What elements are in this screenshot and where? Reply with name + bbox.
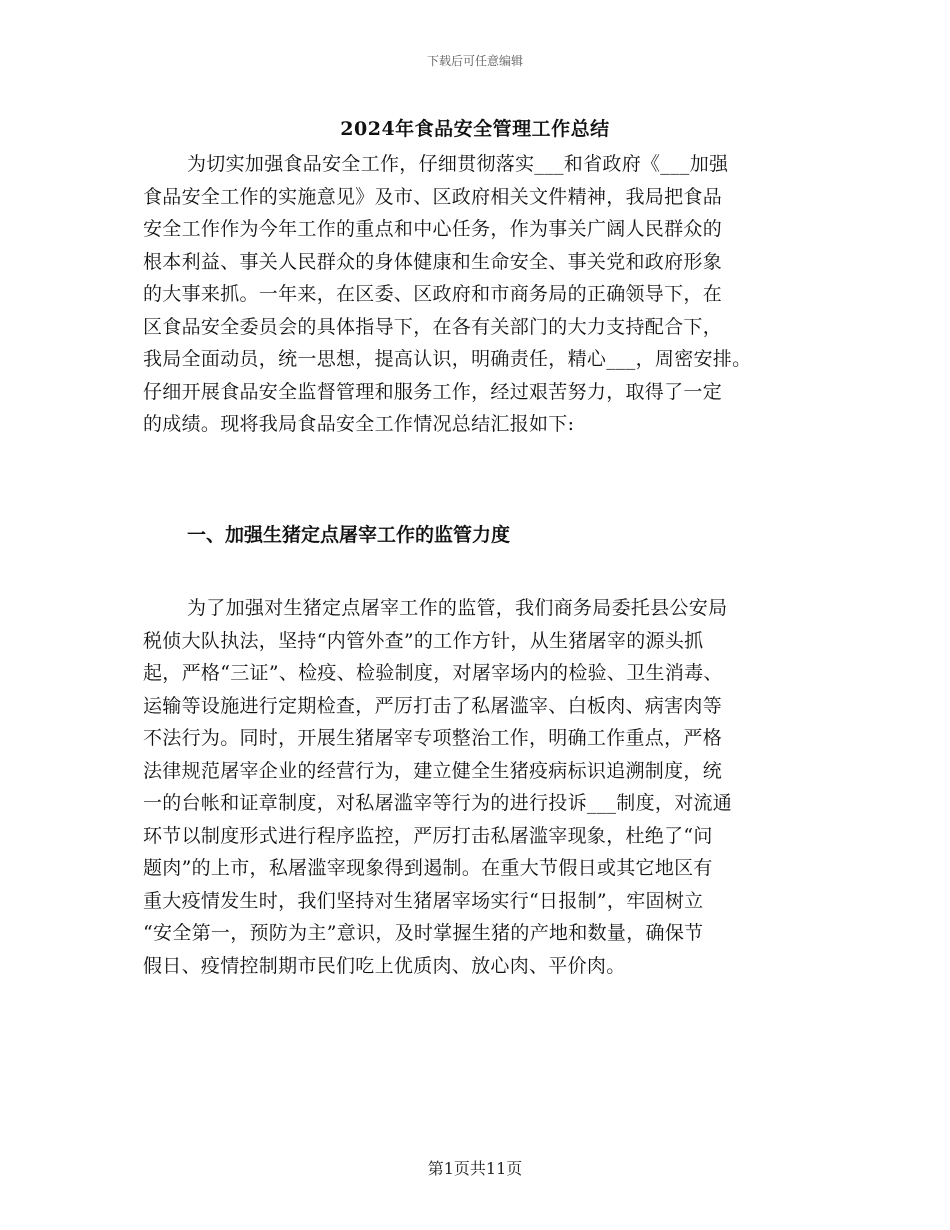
paragraph-line: 仔细开展食品安全监督管理和服务工作，经过艰苦努力，取得了一定 — [143, 380, 723, 403]
paragraph-line: 根本利益、事关人民群众的身体健康和生命安全、事关党和政府形象 — [143, 250, 723, 273]
paragraph-line: 的成绩。现将我局食品安全工作情况总结汇报如下: — [143, 413, 575, 435]
section-paragraph — [143, 592, 823, 982]
paragraph-line: “安全第一，预防为主”意识，及时掌握生猪的产地和数量，确保节 — [143, 922, 704, 944]
paragraph-line: 一的台帐和证章制度，对私屠滥宰等行为的进行投诉___制度，对流通 — [143, 792, 733, 814]
paragraph-line: 运输等设施进行定期检查，严厉打击了私屠滥宰、白板肉、病害肉等 — [143, 694, 723, 717]
intro-paragraph — [143, 148, 823, 441]
paragraph-line: 假日、疫情控制期市民们吃上优质肉、放心肉、平价肉。 — [143, 954, 626, 977]
paragraph-line: 为了加强对生猪定点屠宰工作的监管，我们商务局委托县公安局 — [187, 597, 728, 619]
section-heading: 一、加强生猪定点屠宰工作的监管力度 — [187, 524, 511, 546]
paragraph-line: 税侦大队执法，坚持“内管外查”的工作方针，从生猪屠宰的源头抓 — [143, 629, 704, 652]
paragraph-line: 法律规范屠宰企业的经营行为，建立健全生猪疫病标识追溯制度，统 — [143, 759, 723, 782]
header-note: 下载后可任意编辑 — [426, 54, 523, 68]
paragraph-line: 我局全面动员，统一思想，提高认识，明确责任，精心___，周密安排。 — [143, 348, 752, 370]
paragraph-line: 题肉”的上市，私屠滥宰现象得到遏制。在重大节假日或其它地区有 — [143, 857, 713, 879]
paragraph-line: 不法行为。同时，开展生猪屠宰专项整治工作，明确工作重点，严格 — [143, 727, 723, 749]
paragraph-line: 起，严格“三证”、检疫、检验制度，对屠宰场内的检验、卫生消毒、 — [143, 662, 723, 684]
page-number: 第1页共11页 — [427, 1159, 523, 1178]
paragraph-line: 重大疫情发生时，我们坚持对生猪屠宰场实行“日报制”，牢固树立 — [143, 889, 704, 912]
document-title: 2024年食品安全管理工作总结 — [340, 118, 610, 140]
paragraph-line: 安全工作作为今年工作的重点和中心任务，作为事关广阔人民群众的 — [143, 218, 723, 240]
paragraph-line: 环节以制度形式进行程序监控，严厉打击私屠滥宰现象，杜绝了“问 — [143, 824, 713, 847]
paragraph-line: 区食品安全委员会的具体指导下，在各有关部门的大力支持配合下， — [143, 315, 723, 338]
paragraph-line: 的大事来抓。一年来，在区委、区政府和市商务局的正确领导下，在 — [143, 283, 723, 305]
paragraph-line: 食品安全工作的实施意见》及市、区政府相关文件精神，我局把食品 — [143, 185, 723, 208]
paragraph-line: 为切实加强食品安全工作，仔细贯彻落实___和省政府《___加强 — [187, 153, 729, 175]
